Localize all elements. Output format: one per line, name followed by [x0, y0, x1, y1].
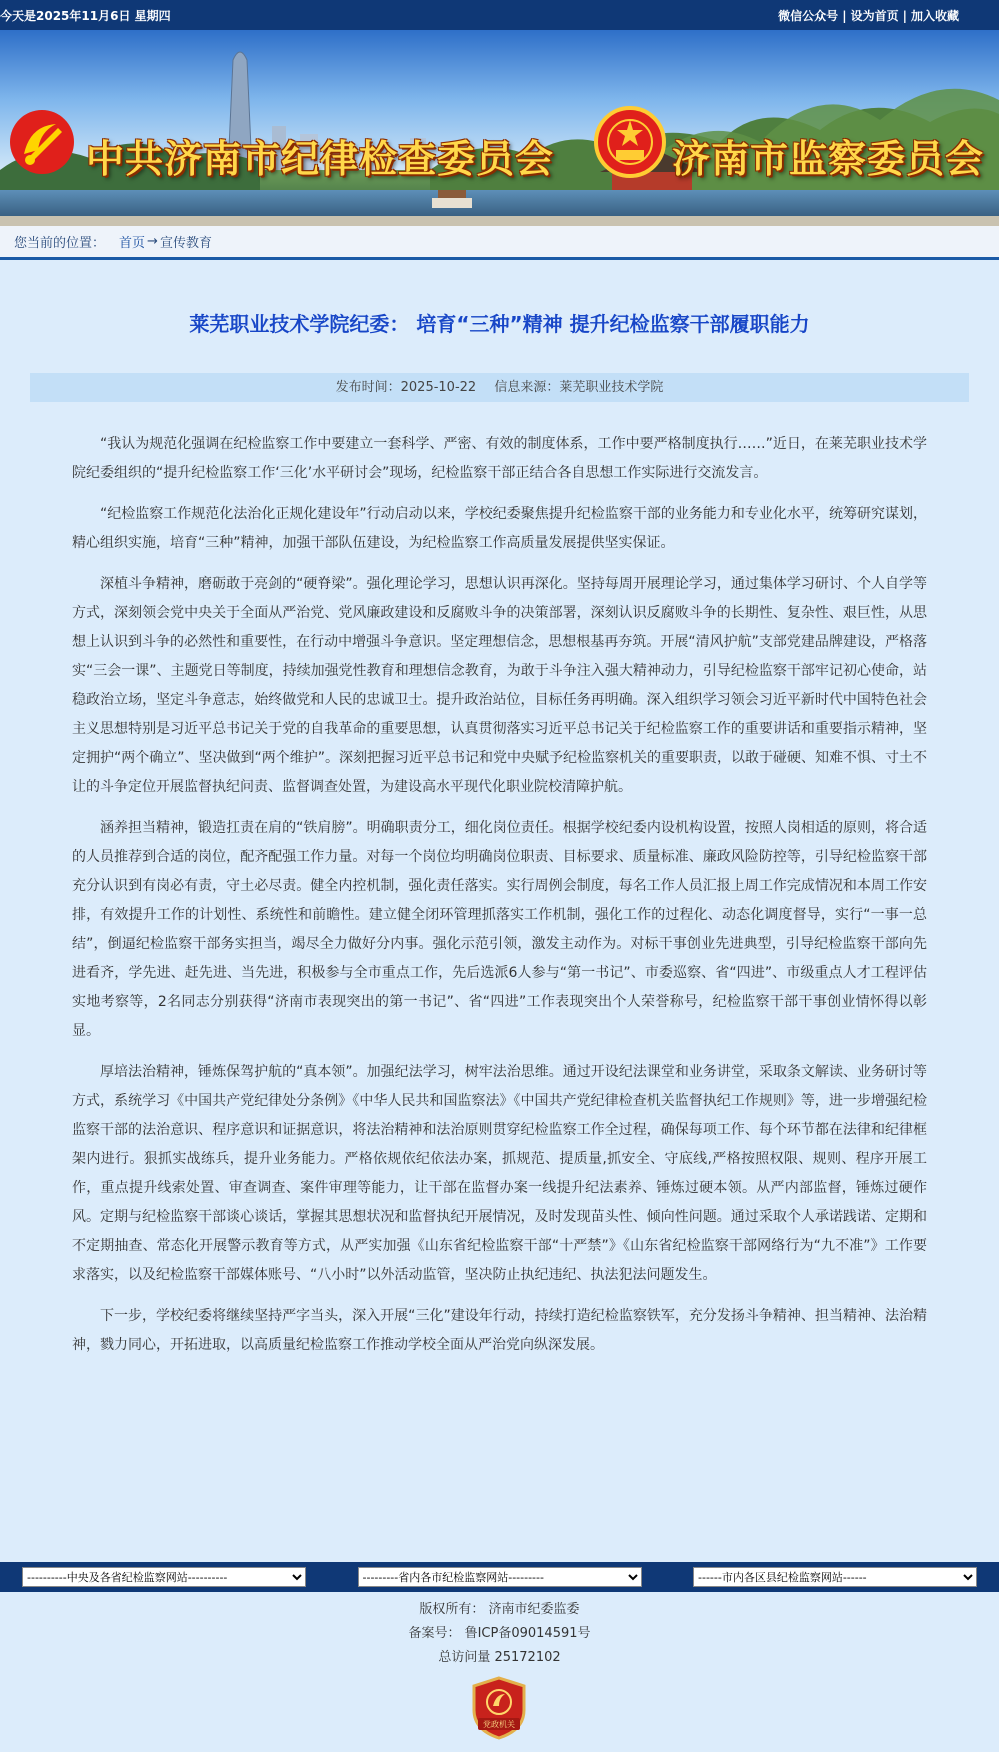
wechat-link[interactable]: 微信公众号 — [778, 8, 839, 23]
article-paragraph: 厚培法治精神，锤炼保驾护航的“真本领”。加强纪法学习，树牢法治思维。通过开设纪法课堂和业务讲堂，采取条文解读、业务研讨等方式，系统学习《中国共产党纪律处分条例》《中华人民共和国监察法》《中国共产党纪律检查机关监督执纪工作规则》等，进一步增强纪检监察干部的法治意识、程序意识和证据意识，将法治精神和法治原则贯穿纪检监察工作全过程，确保每项工作、每个环节都在法律和纪律框架内进行。狠抓实战练兵，提升业务能力。严格依规依纪依法办案，抓规范、提质量,抓安全、守底线,严格按照权限、规则、程序开展工作，重点提升线索处置、审查调查、案件审理等能力，让干部在监督办案一线提升纪法素养、锤炼过硬本领。从严内部监督，锤炼过硬作风。定期与纪检监察干部谈心谈话，掌握其思想状况和监督执纪开展情况，及时发现苗头性、倾向性问题。通过采取个人承诺践诺、定期和不定期抽查、常态化开展警示教育等方式，从严实加强《山东省纪检监察干部“十严禁”》《山东省纪检监察干部网络行为“九不准”》工作要求落实，以及纪检监察干部媒体账号、“八小时”以外活动监管，坚决防止执纪违纪、执法犯法问题发生。 — [72, 1064, 927, 1283]
badge-text: 党政机关 — [483, 1720, 515, 1729]
government-agency-badge-icon[interactable] — [472, 1676, 526, 1740]
separator: | — [902, 8, 907, 23]
top-links — [778, 7, 959, 24]
publish-date: 2025-10-22 — [400, 380, 477, 395]
article-meta — [30, 373, 969, 402]
banner-title-right: 济南市监察委员会 — [672, 136, 985, 181]
set-homepage-link[interactable]: 设为首页 — [850, 8, 899, 23]
site-banner — [0, 30, 999, 226]
separator: | — [842, 8, 847, 23]
province-city-sites-select[interactable] — [358, 1567, 642, 1587]
article-paragraph: 下一步，学校纪委将继续坚持严字当头，深入开展“三化”建设年行动，持续打造纪检监察铁军，充分发扬斗争精神、担当精神、法治精神，戮力同心，开拓进取，以高质量纪检监察工作推动学校全面从严治党向纵深发展。 — [72, 1308, 927, 1353]
breadcrumb-home-link[interactable]: 首页 — [119, 236, 146, 251]
breadcrumb — [0, 226, 999, 260]
district-sites-select[interactable] — [693, 1567, 977, 1587]
banner-title-left: 中共济南市纪律检查委员会 — [86, 136, 555, 181]
footer-links-bar — [0, 1562, 999, 1592]
article-body — [72, 430, 927, 1360]
visit-counter: 总访问量 25172102 — [438, 1650, 561, 1665]
article-paragraph: 涵养担当精神，锻造扛责在肩的“铁肩膀”。明确职责分工，细化岗位责任。根据学校纪委内设机构设置，按照人岗相适的原则，将合适的人员推荐到合适的岗位，配齐配强工作力量。对每一个岗位均明确岗位职责、目标要求、质量标准、廉政风险防控等，引导纪检监察干部充分认识到有岗必有责，守土必尽责。健全内控机制，强化责任落实。实行周例会制度，每名工作人员汇报上周工作完成情况和本周工作安排，有效提升工作的计划性、系统性和前瞻性。建立健全闭环管理抓落实工作机制，强化工作的过程化、动态化调度督导，实行“一事一总结”，倒逼纪检监察干部务实担当，竭尽全力做好分内事。强化示范引领，激发主动作为。对标干事创业先进典型，引导纪检监察干部向先进看齐，学先进、赶先进、当先进，积极参与全市重点工作，先后选派6人参与“第一书记”、市委巡察、省“四进”、市级重点人才工程评估实地考察等，2名同志分别获得“济南市表现突出的第一书记”、省“四进”工作表现突出个人荣誉称号，纪检监察干部干事创业情怀得以彰显。 — [72, 820, 927, 1039]
article-paragraph: “我认为规范化强调在纪检监察工作中要建立一套科学、严密、有效的制度体系，工作中要严格制度执行……”近日，在莱芜职业技术学院纪委组织的“提升纪检监察工作‘三化’水平研讨会”现场，纪检监察干部正结合各自思想工作实际进行交流发言。 — [72, 436, 927, 481]
national-emblem-icon — [596, 108, 664, 176]
breadcrumb-current[interactable]: 宣传教育 — [159, 236, 212, 251]
footer-info — [0, 1598, 999, 1670]
article-paragraph: 深植斗争精神，磨砺敢于亮剑的“硬脊梁”。强化理论学习，思想认识再深化。坚持每周开展理论学习，通过集体学习研讨、个人自学等方式，深刻领会党中央关于全面从严治党、党风廉政建设和反腐败斗争的决策部署，深刻认识反腐败斗争的长期性、复杂性、艰巨性，从思想上认识到斗争的必然性和重要性，在行动中增强斗争意识。坚定理想信念，思想根基再夯筑。开展“清风护航”支部党建品牌建设，严格落实“三会一课”、主题党日等制度，持续加强党性教育和理想信念教育，为敢于斗争注入强大精神动力，引导纪检监察干部牢记初心使命，站稳政治立场，坚定斗争意志，始终做党和人民的忠诚卫士。提升政治站位，目标任务再明确。深入组织学习领会习近平新时代中国特色社会主义思想特别是习近平总书记关于党的自我革命的重要思想，认真贯彻落实习近平总书记关于纪检监察工作的重要讲话和重要指示精神，坚定拥护“两个确立”、坚决做到“两个维护”。深刻把握习近平总书记和党中央赋予纪检监察机关的重要职责，以敢于碰硬、知难不惧、寸土不让的斗争定位开展监督执纪问责、监督调查处置，为建设高水平现代化职业院校清障护航。 — [72, 576, 928, 795]
top-bar — [0, 0, 999, 30]
breadcrumb-label: 您当前的位置： — [14, 236, 106, 251]
copyright-text: 版权所有： 济南市纪委监委 — [419, 1602, 580, 1617]
article-paragraph: “纪检监察工作规范化法治化正规化建设年”行动启动以来，学校纪委聚焦提升纪检监察干部的业务能力和专业化水平，统筹研究谋划，精心组织实施，培育“三种”精神，加强干部队伍建设，为纪检监察工作高质量发展提供坚实保证。 — [72, 506, 927, 551]
publish-label: 发布时间： — [335, 380, 401, 395]
source-value: 莱芜职业技术学院 — [559, 380, 664, 395]
source-label: 信息来源： — [494, 380, 560, 395]
current-date: 今天是2025年11月6日 星期四 — [0, 8, 171, 23]
add-favorite-link[interactable]: 加入收藏 — [910, 8, 959, 23]
article-title: 莱芜职业技术学院纪委： 培育“三种”精神 提升纪检监察干部履职能力 — [189, 312, 810, 336]
central-sites-select[interactable] — [22, 1567, 306, 1587]
icp-record[interactable]: 备案号： 鲁ICP备09014591号 — [408, 1626, 591, 1641]
party-emblem-icon — [10, 110, 74, 174]
breadcrumb-arrow-icon: → — [147, 234, 158, 249]
